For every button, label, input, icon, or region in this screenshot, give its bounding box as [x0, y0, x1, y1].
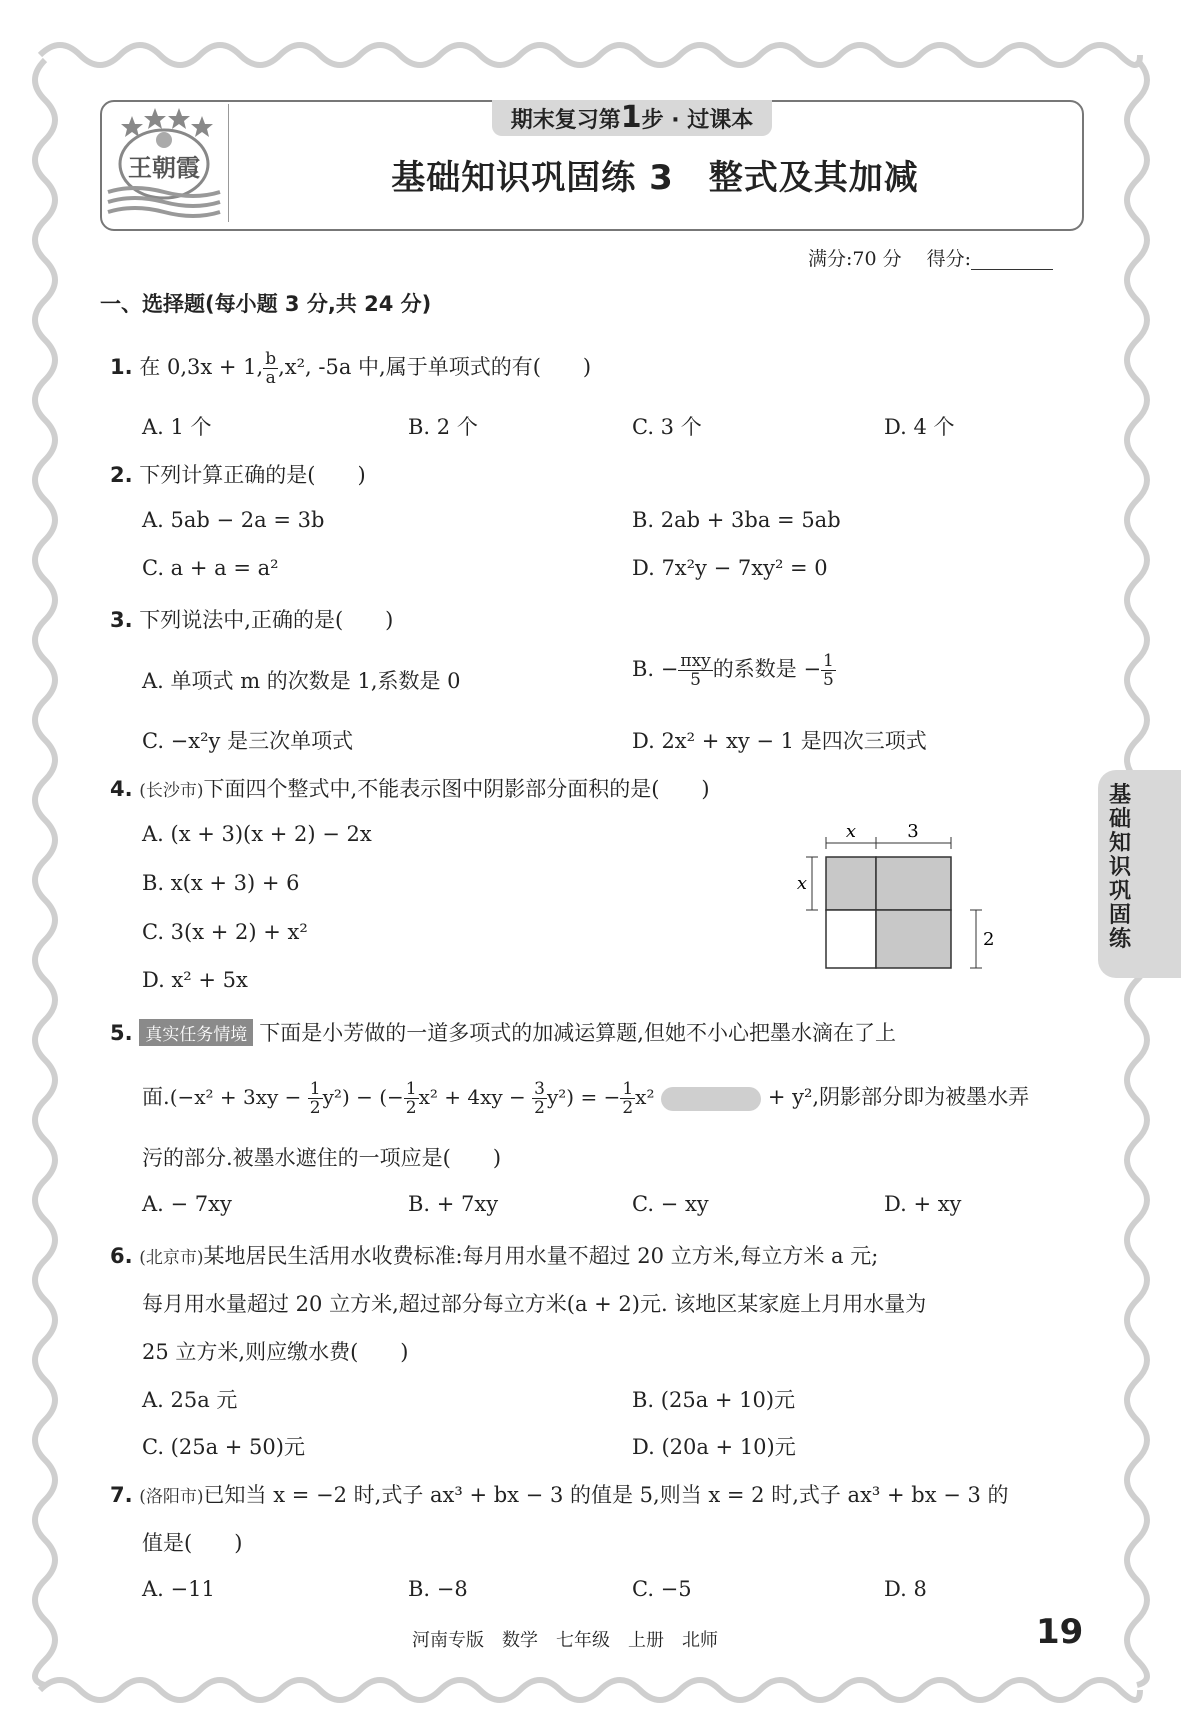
q2-option-d[interactable]: D. 7x²y − 7xy² = 0 [632, 556, 828, 580]
q2-option-b[interactable]: B. 2ab + 3ba = 5ab [632, 508, 841, 532]
q3-option-d[interactable]: D. 2x² + xy − 1 是四次三项式 [632, 729, 927, 753]
ink-blot [661, 1087, 761, 1111]
real-task-badge: 真实任务情境 [139, 1019, 253, 1046]
question-7: 7. (洛阳市)已知当 x = −2 时,式子 ax³ + bx − 3 的值是 5,则当 x = 2 时,式子 ax³ + bx − 3 的 [110, 1483, 1009, 1507]
header-divider [228, 104, 229, 222]
q1-option-c[interactable]: C. 3 个 [632, 415, 702, 439]
question-6-line3: 25 立方米,则应缴水费( ) [142, 1340, 409, 1364]
fraction-1-over-5: $\frac{1}{5}$ [823, 651, 834, 690]
q2-option-a[interactable]: A. 5ab − 2a = 3b [142, 508, 325, 532]
q4-option-d[interactable]: D. x² + 5x [142, 968, 248, 992]
got-score-label: 得分: [926, 248, 972, 270]
page-title: 基础知识巩固练 3 整式及其加减 [391, 158, 919, 198]
fig-label-x-top: x [845, 821, 857, 842]
footer-edition: 河南专版 数学 七年级 上册 北师 [412, 1630, 718, 1651]
q2-option-c[interactable]: C. a + a = a² [142, 556, 279, 580]
q4-option-a[interactable]: A. (x + 3)(x + 2) − 2x [142, 822, 372, 846]
q3-option-a[interactable]: A. 单项式 m 的次数是 1,系数是 0 [142, 669, 461, 693]
full-score: 满分:70 分 [808, 248, 902, 270]
score-blank [971, 251, 1053, 270]
side-tab-label: 基 础 知 识 巩 固 练 [1108, 783, 1131, 952]
question-3: 3. 下列说法中,正确的是( ) [110, 608, 394, 632]
tag-suffix: 步 · 过课本 [641, 108, 754, 133]
q7-option-d[interactable]: D. 8 [884, 1577, 927, 1601]
review-step-tag [492, 100, 772, 136]
q6-option-b[interactable]: B. (25a + 10)元 [632, 1388, 796, 1412]
area-figure [790, 815, 995, 975]
q6-option-d[interactable]: D. (20a + 10)元 [632, 1435, 796, 1459]
side-tab [1098, 770, 1181, 978]
section-heading: 一、选择题(每小题 3 分,共 24 分) [100, 292, 432, 316]
q7-option-c[interactable]: C. −5 [632, 1577, 692, 1601]
tag-prefix: 期末复习第 [510, 108, 621, 133]
question-6: 6. (北京市)某地居民生活用水收费标准:每月用水量不超过 20 立方米,每立方米 a 元; [110, 1244, 879, 1268]
score-line [808, 244, 1053, 271]
page-number: 19 [1036, 1612, 1084, 1652]
question-6-line2: 每月用水量超过 20 立方米,超过部分每立方米(a + 2)元. 该地区某家庭上月用水量为 [142, 1292, 927, 1316]
q4-option-c[interactable]: C. 3(x + 2) + x² [142, 920, 308, 944]
q5-option-c[interactable]: C. − xy [632, 1192, 709, 1216]
q5-option-d[interactable]: D. + xy [884, 1192, 962, 1216]
q7-option-b[interactable]: B. −8 [408, 1577, 468, 1601]
question-1: 1. 在 0,3x + 1, $\frac{b}{a}$ ,x², -5a 中,属于单项式的有( ) [110, 349, 592, 388]
question-5-line2: 面.(−x² + 3xy − $\frac{1}{2}$ y²) − (− $\frac{1}{2}$ x² + 4xy − $\frac{3}{2}$ y²) = − $\frac{1}{2}$ x² + y²,阴影部分即为被墨水弄 [142, 1079, 1030, 1118]
q3-option-c[interactable]: C. −x²y 是三次单项式 [142, 729, 354, 753]
publisher-logo [104, 104, 224, 220]
q1-option-a[interactable]: A. 1 个 [142, 415, 212, 439]
question-2: 2. 下列计算正确的是( ) [110, 463, 366, 487]
fig-label-2: 2 [983, 929, 995, 950]
q5-option-a[interactable]: A. − 7xy [142, 1192, 232, 1216]
q3-option-b[interactable]: B. − $\frac{\text{πxy}}{5}$ 的系数是 − $\frac{1}{5}$ [632, 651, 834, 690]
fraction-pixy-over-5: $\frac{\text{πxy}}{5}$ [680, 651, 711, 690]
q6-option-a[interactable]: A. 25a 元 [142, 1388, 238, 1412]
tag-step-number: 1 [620, 100, 642, 135]
question-5-line3: 污的部分.被墨水遮住的一项应是( ) [142, 1146, 502, 1170]
q1-option-b[interactable]: B. 2 个 [408, 415, 478, 439]
fig-label-3: 3 [907, 821, 919, 842]
svg-text:王朝霞: 王朝霞 [128, 153, 200, 182]
fig-label-x-left: x [796, 873, 808, 894]
question-4: 4. (长沙市)下面四个整式中,不能表示图中阴影部分面积的是( ) [110, 777, 710, 801]
question-7-line2: 值是( ) [142, 1531, 243, 1555]
q6-option-c[interactable]: C. (25a + 50)元 [142, 1435, 305, 1459]
q4-option-b[interactable]: B. x(x + 3) + 6 [142, 871, 300, 895]
fraction-b-over-a: $\frac{b}{a}$ [265, 349, 277, 388]
q1-option-d[interactable]: D. 4 个 [884, 415, 955, 439]
q7-option-a[interactable]: A. −11 [142, 1577, 215, 1601]
q5-option-b[interactable]: B. + 7xy [408, 1192, 499, 1216]
question-5: 5. 真实任务情境 下面是小芳做的一道多项式的加减运算题,但她不小心把墨水滴在了上 [110, 1021, 896, 1045]
